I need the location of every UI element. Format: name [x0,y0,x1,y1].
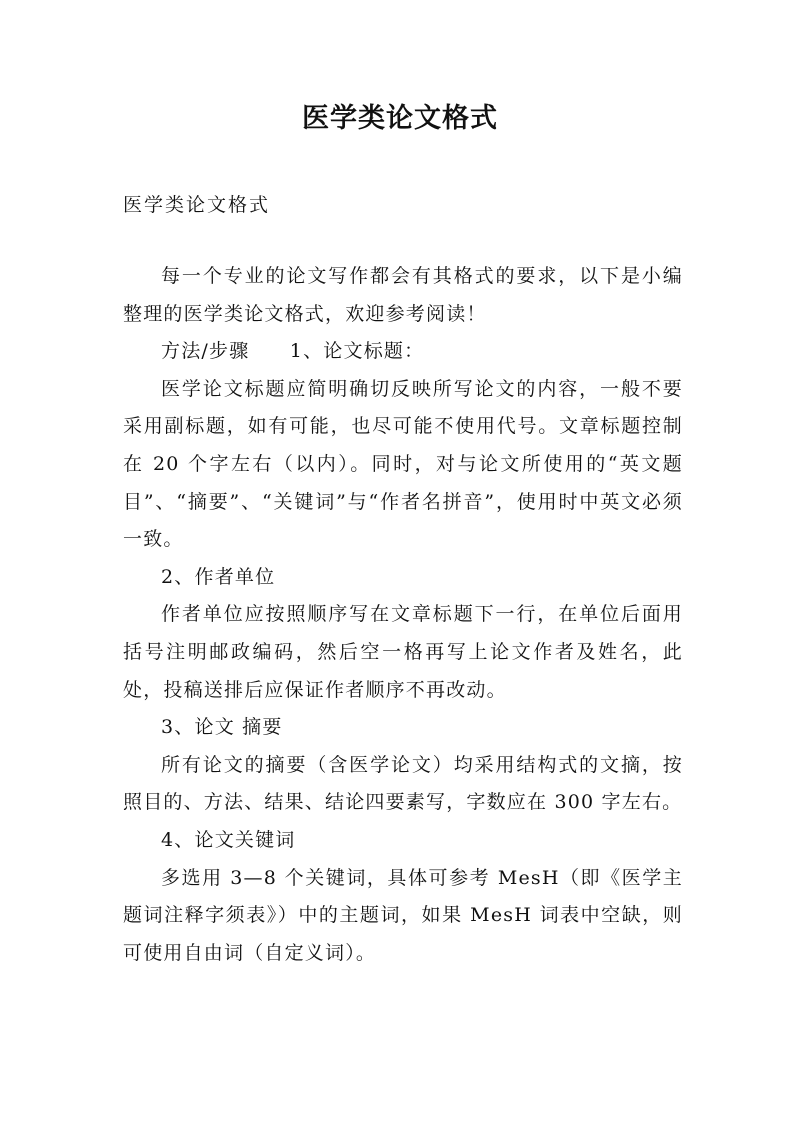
document-subtitle: 医学类论文格式 [123,194,271,216]
keywords-paragraph: 多选用 3—8 个关键词，具体可参考 MesH（即《医学主题词注释字须表》）中的主题词，如果 MesH 词表中空缺，则可使用自由词（自定义词）。 [123,866,683,964]
section-heading-keywords: 4、论文关键词 [161,828,296,851]
title-guidelines-paragraph: 医学论文标题应简明确切反映所写论文的内容，一般不要采用副标题，如有可能，也尽可能不使用代号。文章标题控制在 20 个字左右（以内）。同时，对与论文所使用的“英文题目”、“摘要”、“关键词”与“作者名拼音”，使用时中英文必须一致。 [123,377,683,551]
document-body [123,258,683,972]
author-unit-paragraph: 作者单位应按照顺序写在文章标题下一行，在单位后面用括号注明邮政编码，然后空一格再写上论文作者及姓名，此处，投稿送排后应保证作者顺序不再改动。 [123,603,683,701]
intro-paragraph: 每一个专业的论文写作都会有其格式的要求，以下是小编整理的医学类论文格式，欢迎参考阅读！ [123,265,683,325]
abstract-paragraph: 所有论文的摘要（含医学论文）均采用结构式的文摘，按照目的、方法、结果、结论四要素写，字数应在 300 字左右。 [123,753,683,814]
document-title: 医学类论文格式 [302,103,498,134]
section-heading-abstract: 3、论文 摘要 [161,716,283,739]
section-heading-methods-title: 方法/步骤 1、论文标题： [161,340,425,363]
section-heading-author-unit: 2、作者单位 [161,565,276,588]
